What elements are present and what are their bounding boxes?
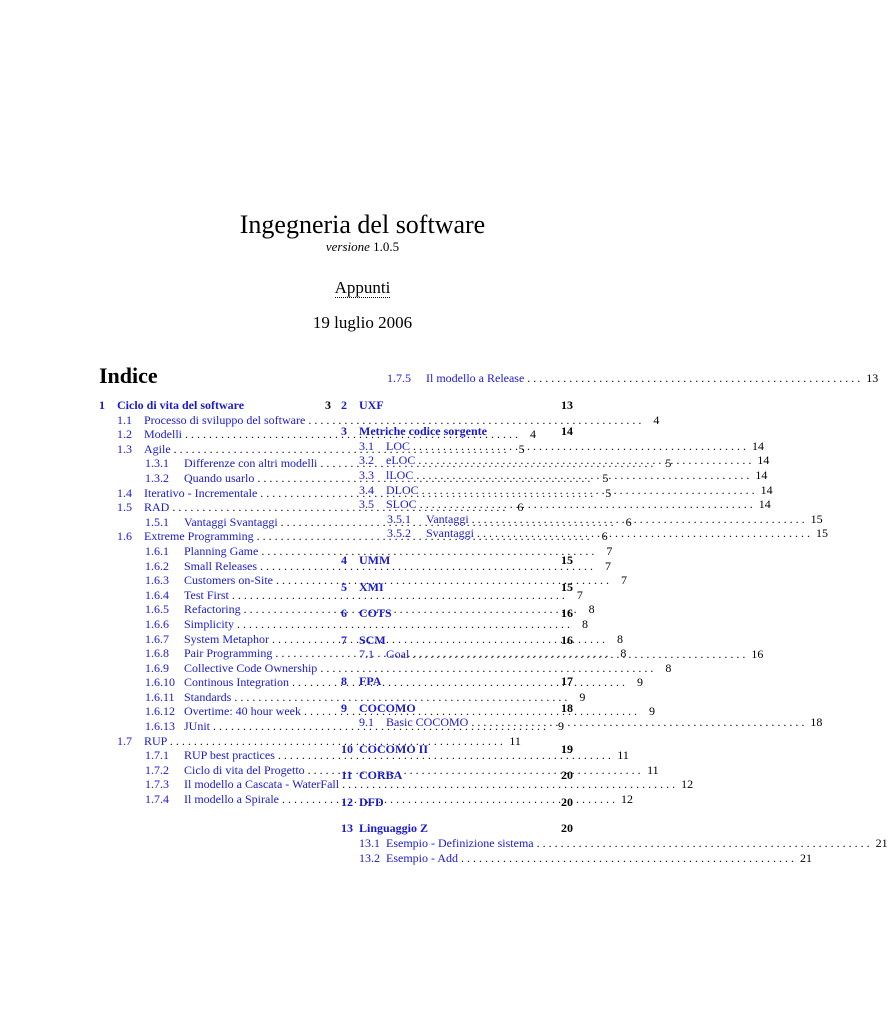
toc-entry-link[interactable]: SCM	[359, 632, 386, 647]
document-date: 19 luglio 2006	[312, 313, 413, 332]
toc-entry[interactable]	[341, 526, 828, 541]
toc-entry-number: 1.6.5	[145, 602, 169, 617]
toc-entry-number: 3	[341, 424, 347, 439]
toc-entry-link[interactable]: Refactoring	[184, 602, 241, 617]
toc-entry-title	[386, 439, 746, 454]
toc-entry-title	[359, 553, 555, 568]
toc-entry-link[interactable]: RUP	[144, 733, 167, 748]
toc-entry-number: 1.6.10	[145, 675, 175, 690]
toc-entry-title	[359, 424, 555, 439]
toc-entry-page: 6	[517, 500, 524, 515]
toc-entry-link[interactable]: Esempio - Definizione sistema	[386, 836, 534, 851]
toc-entry-page: 7	[621, 573, 627, 588]
toc-entry-page: 8	[665, 660, 672, 675]
toc-entry[interactable]	[341, 742, 573, 757]
toc-entry-number: 10	[341, 741, 353, 756]
toc-entry-link[interactable]: Goal	[386, 647, 410, 662]
toc-entry-number: 1.6.4	[145, 587, 169, 602]
toc-entry-link[interactable]: Continous Integration	[184, 675, 289, 690]
toc-entry-number: 1.6.11	[145, 689, 175, 704]
toc-entry-title	[386, 647, 745, 662]
toc-entry-title	[359, 580, 555, 595]
toc-entry-link[interactable]: JUnit	[184, 719, 211, 734]
toc-entry-title	[386, 851, 794, 866]
toc-entry-page: 15	[810, 511, 823, 526]
toc-entry-page: 17	[561, 673, 573, 688]
toc-entry-title	[386, 497, 753, 512]
toc-entry-number: 1.6.12	[145, 704, 175, 719]
toc-entry[interactable]	[341, 482, 773, 498]
toc-entry-number: 7	[341, 632, 347, 647]
toc-entry[interactable]	[341, 606, 573, 621]
toc-entry-title	[359, 606, 555, 621]
toc-entry[interactable]	[341, 674, 573, 689]
toc-entry-number: 1.5	[117, 500, 132, 515]
toc-entry-link[interactable]: COCOMO	[359, 700, 416, 715]
toc-entry-title	[359, 742, 555, 757]
toc-entry-page: 8	[588, 602, 595, 617]
toc-entry-number: 1.6.8	[145, 646, 169, 661]
toc-entry[interactable]	[341, 467, 768, 483]
toc-entry[interactable]	[341, 511, 823, 527]
toc-entry-number: 9	[341, 700, 347, 715]
toc-entry-page: 7	[576, 587, 583, 602]
toc-entry-link[interactable]: Standards	[184, 689, 232, 704]
toc-entry-link[interactable]: UMM	[359, 552, 391, 567]
toc-entry-page: 16	[561, 606, 573, 621]
toc-entry-link[interactable]: Collective Code Ownership	[184, 660, 318, 675]
toc-entry-title	[359, 633, 555, 648]
toc-column-right	[341, 371, 888, 865]
toc-entry[interactable]	[99, 777, 694, 792]
toc-entry-title	[359, 674, 555, 689]
toc-entry-page: 18	[561, 700, 573, 715]
toc-entry-link[interactable]: Svantaggi	[426, 526, 474, 541]
toc-entry-link[interactable]: DFD	[359, 794, 384, 809]
toc-entry-number: 3.5.2	[387, 526, 411, 541]
toc-entry-title	[359, 795, 555, 810]
toc-entry[interactable]	[99, 412, 660, 428]
toc-entry-link[interactable]: SLOC	[386, 497, 417, 512]
toc-entry-page: 7	[606, 543, 613, 558]
toc-entry-number: 3.1	[359, 438, 374, 453]
toc-entry-page: 13	[561, 397, 573, 412]
toc-entry-number: 3.4	[359, 482, 374, 497]
toc-entry-number: 1.7.5	[387, 371, 411, 385]
toc-entry-number: 3.5.1	[387, 511, 411, 526]
toc-entry-page: 16	[751, 647, 764, 662]
toc-entry-link[interactable]: Ciclo di vita del Progetto	[184, 762, 305, 777]
toc-entry-number: 1.7.2	[145, 762, 169, 777]
toc-entry-number: 3.2	[359, 453, 374, 468]
toc-entry-title	[386, 453, 751, 468]
toc-entry[interactable]	[99, 587, 583, 603]
toc-entry-page: 9	[648, 704, 655, 719]
toc-entry-link[interactable]: Processo di sviluppo del software	[144, 412, 306, 427]
toc-entry[interactable]	[99, 616, 589, 632]
toc-entry-link[interactable]: LOC	[386, 438, 410, 453]
toc-entry[interactable]	[341, 647, 764, 662]
toc-entry-page: 8	[617, 631, 623, 646]
toc-entry[interactable]	[341, 424, 573, 439]
toc-entry-link[interactable]: CORBA	[359, 768, 403, 783]
toc-entry-page: 14	[757, 453, 770, 468]
toc-entry-link[interactable]: Agile	[144, 441, 171, 456]
toc-entry-page: 20	[561, 794, 573, 809]
toc-entry-title	[386, 836, 870, 851]
toc-entry-page: 7	[604, 558, 611, 573]
toc-entry[interactable]	[341, 795, 573, 810]
toc-entry-link[interactable]: Il modello a Cascata - WaterFall	[184, 777, 340, 792]
toc-entry-link[interactable]: Basic COCOMO	[386, 715, 469, 730]
toc-entry-link[interactable]: Esempio - Add	[386, 850, 458, 865]
toc-entry-link[interactable]: COCOMO II	[359, 741, 428, 756]
toc-entry-link[interactable]: Il modello a Release	[426, 371, 525, 385]
toc-entry[interactable]	[341, 701, 573, 716]
toc-entry-page: 6	[601, 529, 608, 544]
toc-entry-link[interactable]: Linguaggio Z	[359, 821, 429, 836]
toc-entry-page: 11	[617, 748, 629, 763]
toc-entry-page: 9	[579, 689, 586, 704]
toc-entry-number: 1.1	[117, 412, 132, 427]
toc-entry-link[interactable]: Iterativo - Incrementale	[144, 485, 258, 500]
toc-entry-link[interactable]: Extreme Programming	[144, 529, 254, 544]
toc-entry-page: 14	[755, 467, 768, 482]
toc-entry-title	[426, 526, 810, 541]
document-title: Ingegneria del software	[239, 210, 486, 239]
toc-entry-title	[426, 371, 860, 386]
toc-entry-title	[386, 468, 749, 483]
toc-entry[interactable]	[341, 497, 771, 512]
toc-entry-number: 1.7.3	[145, 777, 169, 792]
toc-entry-link[interactable]: Pair Programming	[184, 646, 273, 661]
toc-entry-link[interactable]: UXF	[359, 397, 384, 412]
toc-entry-number: 1.4	[117, 485, 132, 500]
toc-entry-number: 1.6.7	[145, 631, 169, 646]
toc-entry[interactable]	[341, 580, 573, 595]
toc-entry-number: 1.5.1	[145, 514, 169, 529]
toc-entry-page: 4	[653, 412, 660, 427]
toc-heading: Indice	[99, 363, 158, 388]
toc-entry[interactable]	[341, 836, 888, 851]
toc-entry-page: 12	[681, 777, 694, 792]
toc-entry-number: 1.7	[117, 733, 132, 748]
toc-entry[interactable]	[341, 553, 573, 568]
toc-entry-number: 7.1	[359, 647, 374, 662]
toc-entry-link[interactable]: Vantaggi Svantaggi	[184, 514, 278, 529]
toc-entry-link[interactable]: Small Releases	[184, 558, 257, 573]
toc-entry-page: 16	[561, 632, 573, 647]
toc-entry-link[interactable]: lLOC	[386, 467, 414, 482]
toc-entry-link[interactable]: System Metaphor	[184, 631, 269, 646]
toc-entry-page: 15	[561, 579, 573, 594]
toc-entry[interactable]	[341, 371, 879, 386]
toc-entry-link[interactable]: eLOC	[386, 453, 416, 468]
toc-entry-number: 2	[341, 397, 347, 412]
toc-entry-number: 9.1	[359, 715, 374, 730]
toc-entry-number: 1.6.3	[145, 573, 169, 588]
toc-entry-number: 1	[99, 398, 105, 412]
toc-entry-number: 6	[341, 606, 347, 621]
toc-entry-page: 5	[518, 441, 525, 456]
subtitle	[0, 278, 725, 298]
toc-entry-link[interactable]: Simplicity	[184, 616, 235, 631]
toc-entry[interactable]	[99, 398, 331, 413]
toc-entry-page: 8	[620, 646, 627, 661]
toc-entry-page: 15	[561, 552, 573, 567]
toc-entry-number: 5	[341, 579, 347, 594]
toc-entry-link[interactable]: Overtime: 40 hour week	[184, 704, 301, 719]
subtitle-text: Appunti	[334, 278, 391, 297]
toc-entry-number: 8	[341, 673, 347, 688]
toc-entry-page: 14	[561, 424, 573, 439]
toc-entry-page: 14	[760, 482, 773, 497]
toc-entry-link[interactable]: FPA	[359, 673, 382, 688]
toc-entry[interactable]	[99, 689, 586, 705]
toc-entry-title	[386, 715, 804, 730]
toc-entry[interactable]	[341, 453, 770, 468]
toc-entry-number: 3.5	[359, 497, 374, 512]
toc-entry-link[interactable]: Test First	[184, 587, 229, 602]
toc-entry-link[interactable]: RUP best practices	[184, 748, 275, 763]
toc-entry[interactable]	[341, 768, 573, 783]
version-label: versione	[325, 239, 370, 254]
toc-entry-link[interactable]: Vantaggi	[426, 511, 469, 526]
toc-entry[interactable]	[341, 821, 573, 836]
toc-entry[interactable]	[99, 660, 672, 676]
version-number: 1.0.5	[373, 239, 400, 254]
toc-entry-link[interactable]: COTS	[359, 606, 392, 621]
toc-entry-page: 20	[561, 768, 573, 783]
toc-entry-number: 12	[341, 794, 353, 809]
toc-entry[interactable]	[99, 543, 613, 559]
toc-entry-number: 1.6	[117, 529, 132, 544]
toc-entry-page: 15	[816, 526, 828, 541]
toc-entry-link[interactable]: Differenze con altri modelli	[184, 456, 318, 471]
toc-entry-title	[359, 701, 555, 716]
toc-entry-link[interactable]: Customers on-Site	[184, 573, 273, 588]
toc-entry-page: 19	[561, 741, 573, 756]
toc-entry-number: 1.2	[117, 427, 132, 442]
toc-entry-title	[359, 821, 555, 836]
toc-entry-number: 1.6.13	[145, 719, 175, 734]
toc-entry-number: 11	[341, 768, 353, 783]
toc-entry-page: 3	[325, 398, 331, 412]
toc-entry[interactable]	[341, 850, 812, 866]
toc-entry-number: 1.6.9	[145, 660, 169, 675]
toc-entry-number: 13	[341, 821, 353, 836]
toc-entry-number: 1.3.2	[145, 470, 169, 485]
toc-entry-number: 3.3	[359, 467, 374, 482]
toc-entry-page: 9	[637, 675, 643, 690]
toc-entry-title	[117, 398, 313, 413]
toc-entry-link[interactable]: DLOC	[386, 482, 419, 497]
toc-entry-link[interactable]: Planning Game	[184, 543, 259, 558]
toc-entry-page: 13	[866, 371, 879, 385]
toc-entry-number: 1.7.4	[145, 792, 169, 807]
toc-entry-number: 13.1	[359, 836, 380, 851]
toc-entry-title	[386, 483, 755, 498]
toc-entry[interactable]	[341, 715, 823, 730]
toc-entry-number: 1.3	[117, 441, 132, 456]
toc-entry-number: 1.3.1	[145, 456, 169, 471]
toc-entry-link[interactable]: Il modello a Spirale	[184, 792, 279, 807]
toc-entry-link[interactable]: Ciclo di vita del software	[117, 398, 245, 412]
version-line	[0, 239, 725, 255]
toc-entry-link[interactable]: XMI	[359, 579, 384, 594]
toc-entry[interactable]	[341, 438, 764, 454]
toc-entry-page: 21	[875, 836, 888, 851]
toc-entry-page: 9	[558, 719, 565, 734]
toc-entry-page: 6	[625, 514, 632, 529]
toc-entry-title	[359, 398, 555, 413]
toc-entry-page: 8	[582, 616, 589, 631]
toc-entry-page: 21	[800, 850, 812, 865]
toc-entry-link[interactable]: Quando usarlo	[184, 470, 255, 485]
toc-entry-page: 18	[810, 715, 823, 730]
toc-entry-link[interactable]: Modelli	[144, 427, 182, 442]
toc-entry-page: 20	[561, 821, 573, 836]
toc-entry-number: 1.7.1	[145, 748, 169, 763]
toc-entry-title	[359, 768, 555, 783]
toc-entry-number: 13.2	[359, 850, 380, 865]
toc-entry-title	[426, 512, 805, 527]
toc-entry-page: 4	[530, 427, 536, 442]
toc-entry-page: 14	[758, 497, 771, 512]
toc-entry-page: 12	[620, 792, 633, 807]
toc-entry-page: 11	[509, 733, 521, 748]
toc-entry-number: 1.6.6	[145, 616, 169, 631]
toc-entry-page: 5	[605, 485, 612, 500]
toc-entry-page: 14	[752, 438, 764, 453]
toc-entry-page: 5	[665, 456, 672, 471]
toc-entry[interactable]	[341, 633, 573, 648]
toc-entry-number: 1.6.2	[145, 558, 169, 573]
toc-entry-number: 1.6.1	[145, 543, 169, 558]
toc-entry-number: 4	[341, 552, 347, 567]
toc-entry-link[interactable]: Metriche codice sorgente	[359, 424, 487, 439]
toc-entry-page: 5	[602, 470, 609, 485]
toc-entry-link[interactable]: RAD	[144, 500, 170, 515]
toc-entry[interactable]	[341, 398, 573, 413]
toc-entry-page: 11	[647, 762, 659, 777]
